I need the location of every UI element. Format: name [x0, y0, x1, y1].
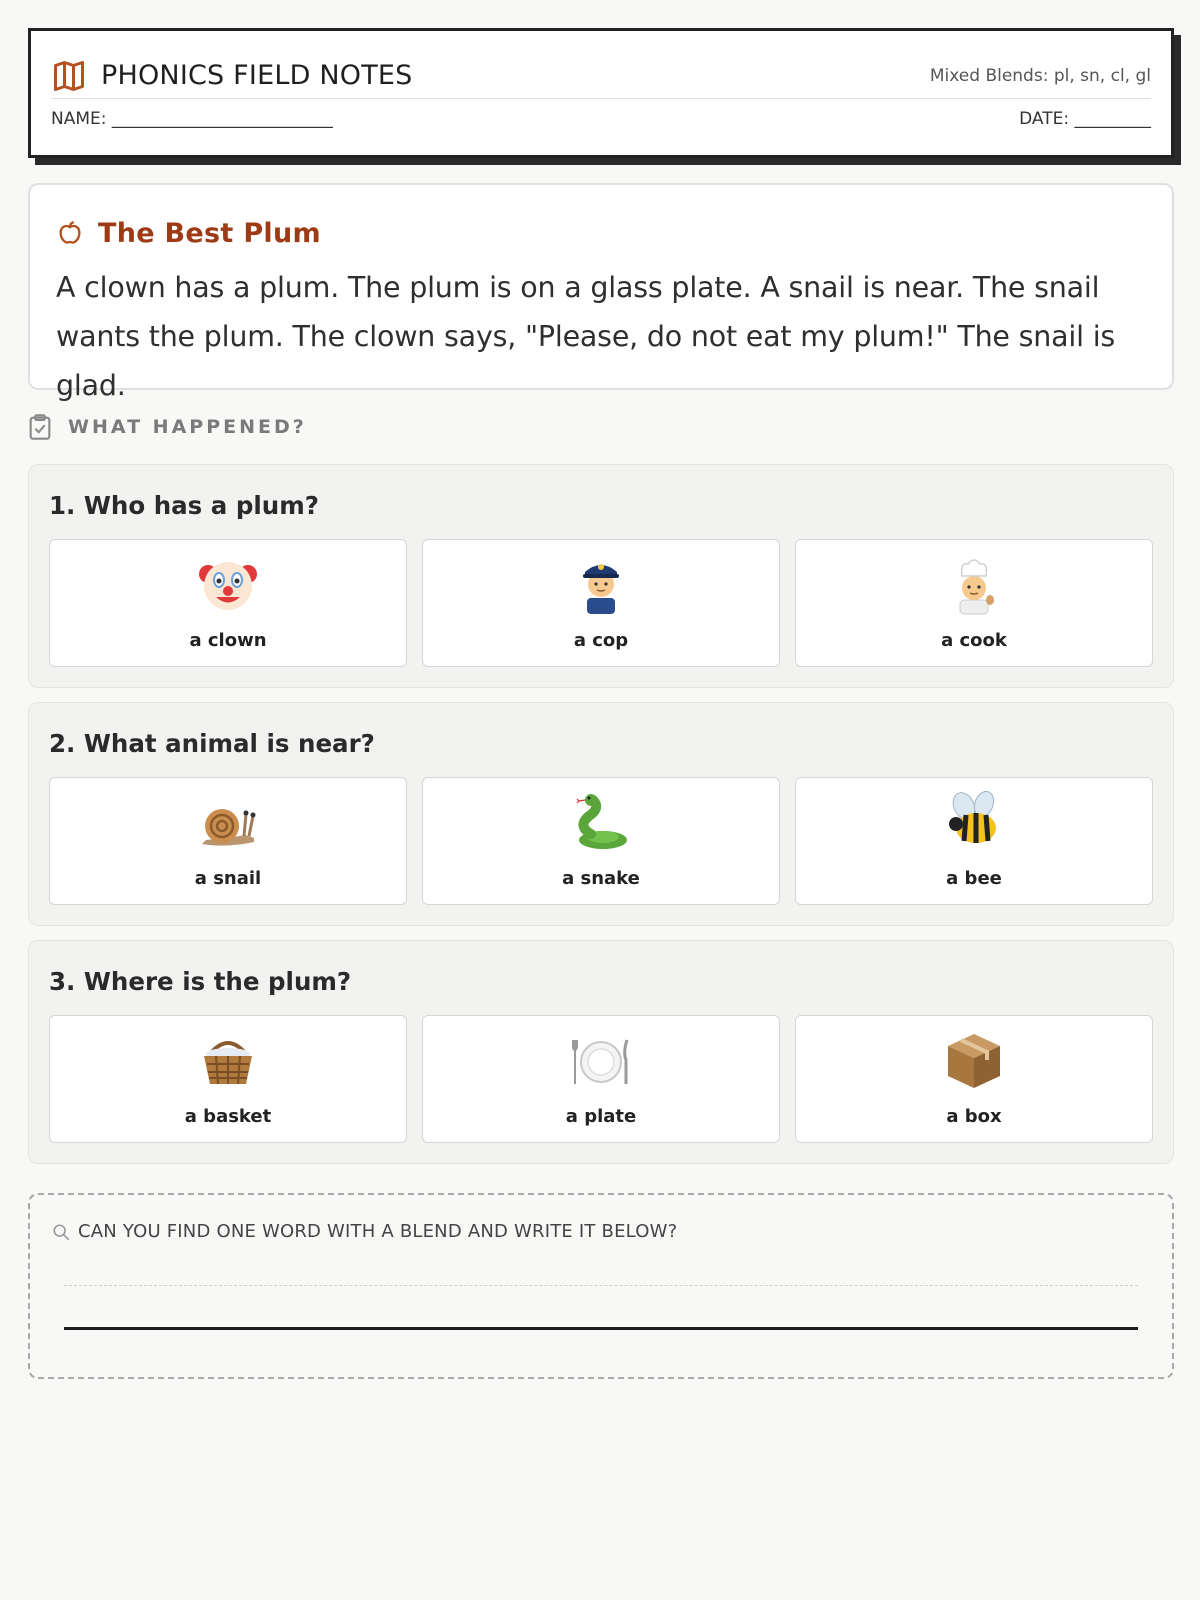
question-card	[28, 702, 1174, 926]
blends-subtitle: Mixed Blends: pl, sn, cl, gl	[929, 65, 1151, 86]
writing-prompt-text: CAN YOU FIND ONE WORD WITH A BLEND AND WRITE IT BELOW?	[78, 1221, 678, 1242]
bee-icon	[942, 790, 1006, 854]
option-cop[interactable]	[422, 539, 780, 667]
header-bottom-row	[51, 99, 1151, 129]
clipboard-check-icon	[28, 413, 52, 441]
box-icon	[942, 1028, 1006, 1092]
option-label: a snail	[194, 868, 262, 889]
option-basket[interactable]	[49, 1015, 407, 1143]
option-clown[interactable]	[49, 539, 407, 667]
question-text: 2. What animal is near?	[49, 729, 375, 758]
answer-options	[49, 1015, 1153, 1143]
option-label: a bee	[946, 868, 1002, 889]
plate-icon	[569, 1028, 633, 1092]
story-title: The Best Plum	[98, 217, 321, 249]
answer-options	[49, 777, 1153, 905]
option-box[interactable]	[795, 1015, 1153, 1143]
question-card	[28, 464, 1174, 688]
search-icon	[52, 1223, 70, 1241]
story-text: A clown has a plum. The plum is on a glass plate. A snail is near. The snail wants the plum. The clown says, "Please, do not eat my plum!" The snail is glad.	[56, 271, 1116, 402]
cook-icon	[942, 552, 1006, 616]
writing-prompt	[52, 1221, 677, 1242]
option-label: a basket	[184, 1106, 272, 1127]
header-top-row	[51, 53, 1151, 99]
question-text: 1. Who has a plum?	[49, 491, 319, 520]
answer-line[interactable]	[64, 1327, 1138, 1330]
option-plate[interactable]	[422, 1015, 780, 1143]
question-text: 3. Where is the plum?	[49, 967, 352, 996]
option-label: a clown	[189, 630, 267, 651]
story-card	[28, 183, 1174, 402]
option-label: a cook	[941, 630, 1007, 651]
option-cook[interactable]	[795, 539, 1153, 667]
name-field[interactable]: NAME: __________________________	[51, 109, 333, 129]
option-label: a plate	[565, 1106, 637, 1127]
police-officer-icon	[569, 552, 633, 616]
option-label: a box	[946, 1106, 1002, 1127]
answer-options	[49, 539, 1153, 667]
map-icon	[51, 58, 87, 94]
question-card	[28, 940, 1174, 1164]
snake-icon	[569, 790, 633, 854]
writing-box	[28, 1193, 1174, 1379]
apple-icon	[56, 219, 84, 247]
basket-icon	[196, 1028, 260, 1092]
worksheet-header	[28, 28, 1174, 158]
option-label: a cop	[573, 630, 629, 651]
brand	[51, 58, 412, 94]
story-heading	[56, 215, 1146, 251]
guide-line-dashed	[64, 1285, 1138, 1286]
page-title: PHONICS FIELD NOTES	[101, 60, 413, 91]
option-label: a snake	[562, 868, 640, 889]
section-heading	[28, 412, 307, 442]
section-label: WHAT HAPPENED?	[68, 416, 307, 438]
clown-icon	[196, 552, 260, 616]
option-snail[interactable]	[49, 777, 407, 905]
option-snake[interactable]	[422, 777, 780, 905]
date-field[interactable]: DATE: _________	[1019, 109, 1151, 129]
snail-icon	[196, 790, 260, 854]
option-bee[interactable]	[795, 777, 1153, 905]
